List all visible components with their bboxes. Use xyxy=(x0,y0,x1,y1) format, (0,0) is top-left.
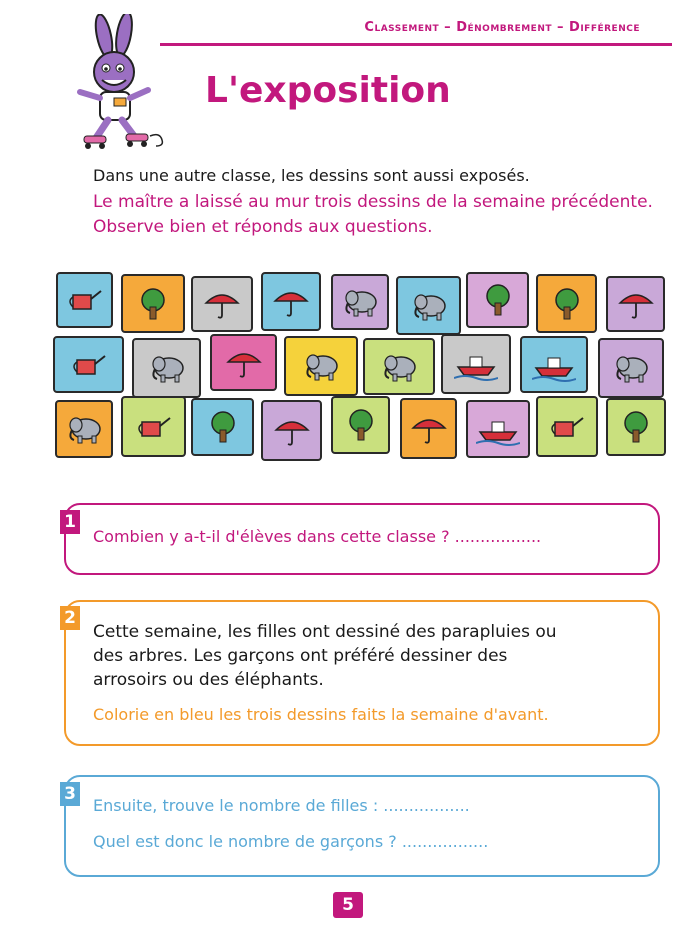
umbrella-icon xyxy=(272,414,312,448)
umbrella-icon xyxy=(616,287,656,321)
elephant-icon xyxy=(609,351,653,385)
drawing-boat xyxy=(520,336,588,393)
chapter-topic: Classement – Dénombrement – Différence xyxy=(364,20,640,35)
drawing-elephant xyxy=(598,338,664,398)
drawing-elephant xyxy=(331,274,389,330)
question-1-number: 1 xyxy=(60,510,80,534)
instructions xyxy=(93,164,653,240)
drawing-umbrella xyxy=(606,276,665,332)
question-3-box xyxy=(64,775,660,877)
rabbit-mascot-illustration xyxy=(62,14,182,154)
question-2-number: 2 xyxy=(60,606,80,630)
elephant-icon xyxy=(407,289,451,323)
watering-can-icon xyxy=(69,350,109,380)
boat-icon xyxy=(454,347,498,381)
tree-icon xyxy=(203,410,243,444)
tree-icon xyxy=(133,287,173,321)
umbrella-icon xyxy=(271,285,311,319)
watering-can-icon xyxy=(547,412,587,442)
drawing-tree xyxy=(121,274,185,333)
drawing-elephant xyxy=(55,400,113,458)
drawing-tree xyxy=(536,274,597,333)
drawing-tree xyxy=(466,272,529,328)
intro-context: Dans une autre classe, les dessins sont aussi exposés. xyxy=(93,166,530,185)
drawing-umbrella xyxy=(191,276,253,332)
drawing-watering-can xyxy=(53,336,124,393)
drawing-watering-can xyxy=(121,396,186,457)
question-2-text: Cette semaine, les filles ont dessiné des parapluies ou des arbres. Les garçons ont préféré dessiner des arrosoirs ou des éléphants. xyxy=(93,622,557,690)
drawing-watering-can xyxy=(56,272,113,328)
drawing-umbrella xyxy=(261,400,322,461)
question-2-instruction: Colorie en bleu les trois dessins faits la semaine d'avant. xyxy=(93,705,549,724)
drawing-elephant xyxy=(284,336,358,396)
drawing-boat xyxy=(441,334,511,394)
elephant-icon xyxy=(377,350,421,384)
elephant-icon xyxy=(338,285,382,319)
drawing-umbrella xyxy=(261,272,321,331)
umbrella-icon xyxy=(224,346,264,380)
drawing-boat xyxy=(466,400,530,458)
tree-icon xyxy=(616,410,656,444)
drawing-tree xyxy=(606,398,666,456)
question-3-number: 3 xyxy=(60,782,80,806)
tree-icon xyxy=(341,408,381,442)
elephant-icon xyxy=(145,351,189,385)
page-number: 5 xyxy=(333,892,363,918)
umbrella-icon xyxy=(202,287,242,321)
drawing-umbrella xyxy=(400,398,457,459)
watering-can-icon xyxy=(134,412,174,442)
elephant-icon xyxy=(62,412,106,446)
drawing-umbrella xyxy=(210,334,277,391)
boat-icon xyxy=(476,412,520,446)
drawing-elephant xyxy=(132,338,201,398)
drawing-tree xyxy=(191,398,254,456)
drawing-elephant xyxy=(396,276,461,335)
drawing-elephant xyxy=(363,338,435,395)
tree-icon xyxy=(547,287,587,321)
tree-icon xyxy=(478,283,518,317)
drawing-watering-can xyxy=(536,396,598,457)
question-1-text: Combien y a-t-il d'élèves dans cette classe ? ................. xyxy=(93,527,542,546)
question-3-line1: Ensuite, trouve le nombre de filles : ................. xyxy=(93,796,470,815)
drawings-gallery xyxy=(50,270,670,470)
watering-can-icon xyxy=(65,285,105,315)
intro-instruction: Le maître a laissé au mur trois dessins de la semaine précédente. Observe bien et réponds aux questions. xyxy=(93,192,653,237)
elephant-icon xyxy=(299,349,343,383)
page-title: L'exposition xyxy=(205,70,451,111)
umbrella-icon xyxy=(409,412,449,446)
question-3-line2: Quel est donc le nombre de garçons ? ................. xyxy=(93,832,489,851)
drawing-tree xyxy=(331,396,390,454)
header-rule xyxy=(160,43,672,46)
boat-icon xyxy=(532,348,576,382)
